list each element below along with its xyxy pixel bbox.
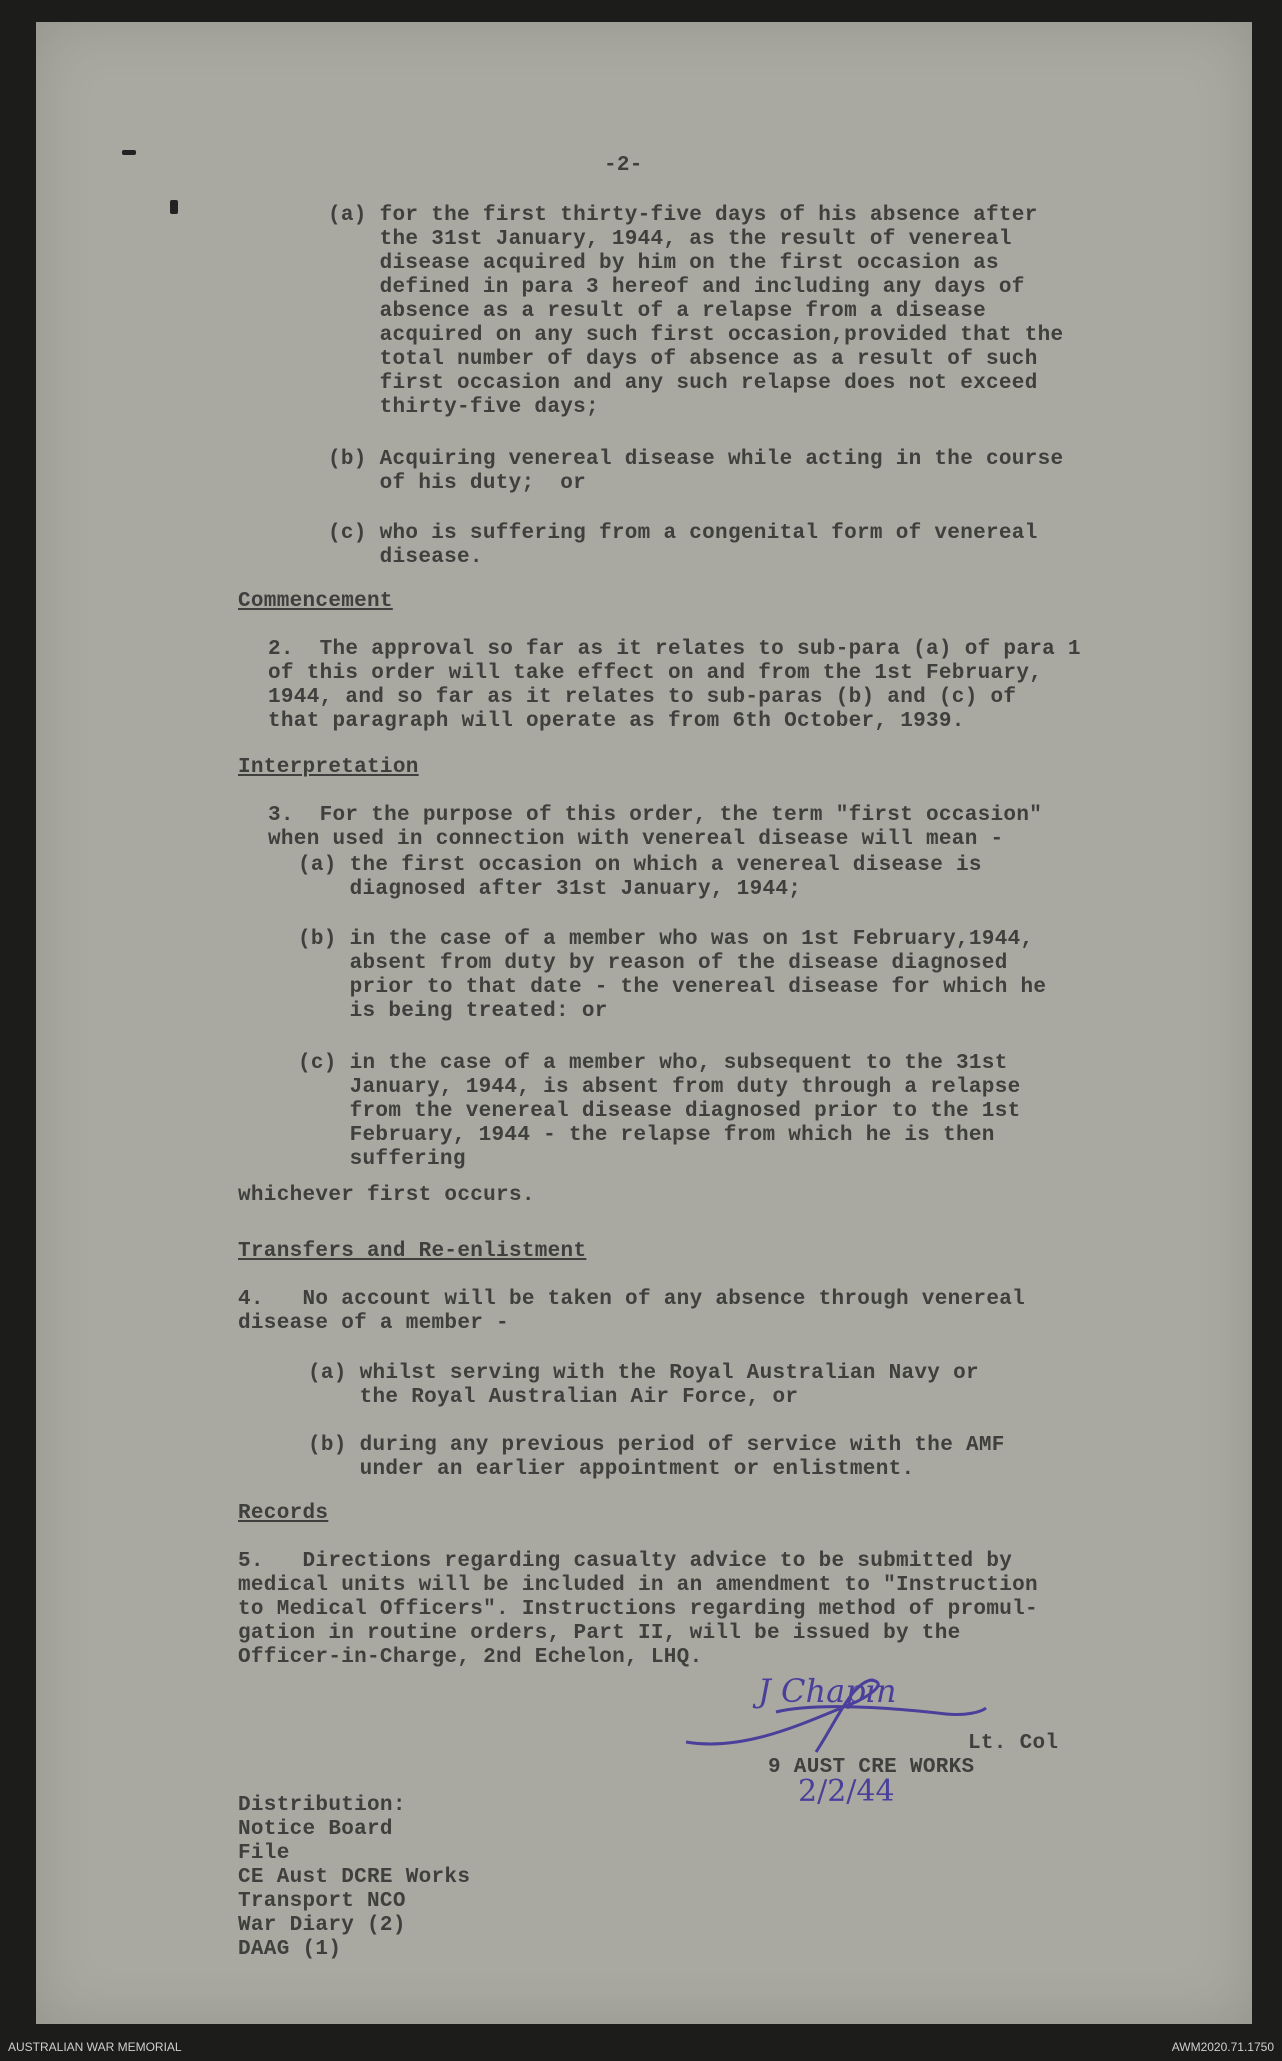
page-number: -2- <box>604 154 643 177</box>
signature-date: 2/2/44 <box>798 1774 895 1809</box>
para1-item-b: (b) Acquiring venereal disease while acting in the course of his duty; or <box>328 448 1064 495</box>
commencement-text: 2. The approval so far as it relates to sub-para (a) of para 1 of this order will take effect on and from the 1st February, 1944, and so far as it relates to sub-paras (b) and (c) of that paragraph will operate as from 6th October, 1939. <box>268 638 1081 733</box>
records-text: 5. Directions regarding casualty advice to be submitted by medical units will be included in an amendment to "Instruction to Medical Officers". Instructions regarding method of promul- gation in routine orders, Part II, will be issued by the Officer-in-Charge, 2nd Echelon, LHQ. <box>238 1550 1038 1669</box>
distribution-item: DAAG (1) <box>238 1938 342 1961</box>
interpretation-heading: Interpretation <box>238 756 419 779</box>
document-page <box>36 22 1252 2024</box>
distribution-item: CE Aust DCRE Works <box>238 1866 471 1889</box>
signature-handwriting: J Chapin <box>758 1672 897 1710</box>
interpretation-closing: whichever first occurs. <box>238 1184 535 1207</box>
interpretation-item-b: (b) in the case of a member who was on 1st February,1944, absent from duty by reason of the disease diagnosed prior to that date - the venereal disease for which he is being treated: or <box>298 928 1047 1023</box>
para1-item-c: (c) who is suffering from a congenital form of venereal disease. <box>328 522 1038 569</box>
commencement-heading: Commencement <box>238 590 393 613</box>
distribution-item: File <box>238 1842 290 1865</box>
signature-unit: 9 AUST CRE WORKS <box>768 1756 975 1779</box>
signature-rank: Lt. Col <box>968 1732 1059 1755</box>
transfers-item-b: (b) during any previous period of service with the AMF under an earlier appointment or enlistment. <box>308 1434 1005 1481</box>
footer-accession-number: AWM2020.71.1750 <box>1171 2040 1274 2054</box>
records-heading: Records <box>238 1502 329 1525</box>
distribution-item: War Diary (2) <box>238 1914 406 1937</box>
distribution-item: Transport NCO <box>238 1890 406 1913</box>
interpretation-intro: 3. For the purpose of this order, the term "first occasion" when used in connection with venereal disease will mean - <box>268 804 1043 851</box>
para1-item-a: (a) for the first thirty-five days of his absence after the 31st January, 1944, as the result of venereal disease acquired by him on the first occasion as defined in para 3 hereof and including any days of absence as a result of a relapse from a disease acquired on any such first occasion,provided that the total number of days of absence as a result of such first occasion and any such relapse does not exceed thirty-five days; <box>328 204 1064 419</box>
distribution-item: Notice Board <box>238 1818 393 1841</box>
transfers-heading: Transfers and Re-enlistment <box>238 1240 587 1263</box>
footer-archive-name: AUSTRALIAN WAR MEMORIAL <box>8 2040 182 2054</box>
interpretation-item-a: (a) the first occasion on which a venereal disease is diagnosed after 31st January, 1944; <box>298 854 982 901</box>
punch-hole-mark <box>122 150 136 155</box>
transfers-intro: 4. No account will be taken of any absence through venereal disease of a member - <box>238 1288 1026 1335</box>
distribution-heading: Distribution: <box>238 1794 406 1817</box>
transfers-item-a: (a) whilst serving with the Royal Australian Navy or the Royal Australian Air Force, or <box>308 1362 979 1409</box>
punch-hole-mark <box>170 200 178 214</box>
interpretation-item-c: (c) in the case of a member who, subsequent to the 31st January, 1944, is absent from duty through a relapse from the venereal disease diagnosed prior to the 1st February, 1944 - the relapse from which he is then suffering <box>298 1052 1021 1171</box>
